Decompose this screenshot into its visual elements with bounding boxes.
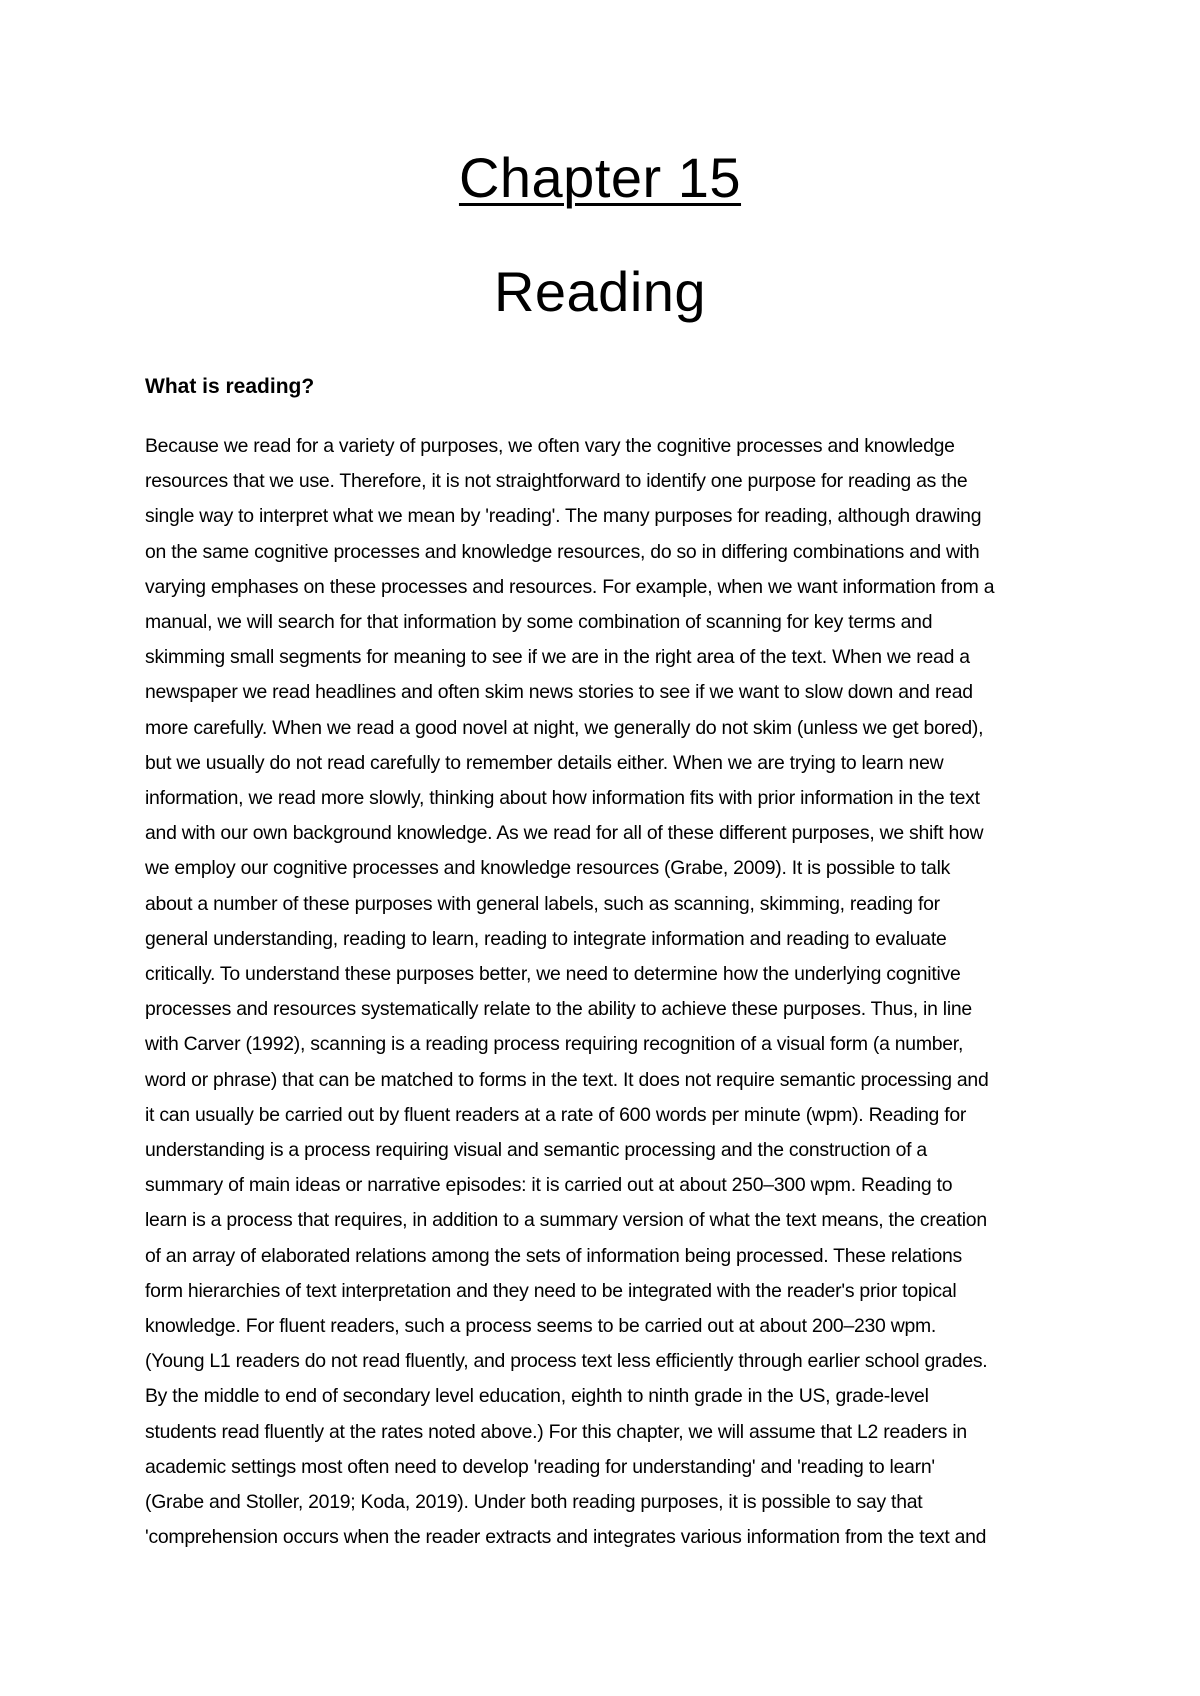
paragraph-line: critically. To understand these purposes better, we need to determine how the underlying cognitive <box>145 963 961 986</box>
paragraph-line: we employ our cognitive processes and knowledge resources (Grabe, 2009). It is possible to talk <box>145 857 951 880</box>
paragraph-line: skimming small segments for meaning to see if we are in the right area of the text. When we read a <box>145 646 970 669</box>
paragraph-line: resources that we use. Therefore, it is not straightforward to identify one purpose for reading as the <box>145 470 968 493</box>
paragraph-line: more carefully. When we read a good novel at night, we generally do not skim (unless we get bored), <box>145 716 984 739</box>
paragraph-line: (Grabe and Stoller, 2019; Koda, 2019). Under both reading purposes, it is possible to say that <box>145 1491 923 1514</box>
section-heading: What is reading? <box>145 375 315 398</box>
paragraph-line: but we usually do not read carefully to remember details either. When we are trying to learn new <box>145 751 944 774</box>
paragraph-line: academic settings most often need to develop 'reading for understanding' and 'reading to learn' <box>145 1455 935 1478</box>
paragraph-line: (Young L1 readers do not read fluently, and process text less efficiently through earlier school grades. <box>145 1350 988 1373</box>
paragraph-line: form hierarchies of text interpretation and they need to be integrated with the reader's prior topical <box>145 1279 957 1302</box>
paragraph-line: knowledge. For fluent readers, such a process seems to be carried out at about 200–230 wpm. <box>145 1315 937 1338</box>
paragraph-line: and with our own background knowledge. As we read for all of these different purposes, we shift how <box>145 822 984 845</box>
paragraph-line: of an array of elaborated relations among the sets of information being processed. These relations <box>145 1244 962 1267</box>
paragraph-line: about a number of these purposes with general labels, such as scanning, skimming, reading for <box>145 892 940 915</box>
paragraph-line: single way to interpret what we mean by 'reading'. The many purposes for reading, although drawing <box>145 505 982 528</box>
paragraph-line: varying emphases on these processes and resources. For example, when we want information from a <box>145 575 995 598</box>
paragraph-line: understanding is a process requiring visual and semantic processing and the construction of a <box>145 1139 927 1162</box>
chapter-title: Chapter 15 <box>458 146 742 209</box>
paragraph-line: on the same cognitive processes and knowledge resources, do so in differing combinations and with <box>145 540 980 563</box>
paragraph-line: with Carver (1992), scanning is a reading process requiring recognition of a visual form (a number, <box>145 1033 964 1056</box>
paragraph-line: word or phrase) that can be matched to forms in the text. It does not require semantic processing and <box>145 1068 989 1091</box>
paragraph-line: By the middle to end of secondary level education, eighth to ninth grade in the US, grade-level <box>145 1385 929 1408</box>
paragraph-line: Because we read for a variety of purposes, we often vary the cognitive processes and knowledge <box>145 435 955 457</box>
chapter-subtitle: Reading <box>493 260 707 323</box>
paragraph-line: processes and resources systematically relate to the ability to achieve these purposes. Thus, in line <box>145 998 972 1021</box>
paragraph-line: it can usually be carried out by fluent readers at a rate of 600 words per minute (wpm). Reading for <box>145 1103 967 1126</box>
paragraph-line: newspaper we read headlines and often skim news stories to see if we want to slow down and read <box>145 681 973 704</box>
paragraph-line: information, we read more slowly, thinking about how information fits with prior information in the text <box>145 787 980 810</box>
paragraph-line: summary of main ideas or narrative episodes: it is carried out at about 250–300 wpm. Reading to <box>145 1174 953 1197</box>
paragraph-line: students read fluently at the rates noted above.) For this chapter, we will assume that L2 readers in <box>145 1420 967 1443</box>
paragraph-line: general understanding, reading to learn, reading to integrate information and reading to evaluate <box>145 927 947 950</box>
paragraph-line: 'comprehension occurs when the reader extracts and integrates various information from the text and <box>145 1526 987 1549</box>
body-paragraph <box>145 429 1060 1556</box>
paragraph-line: learn is a process that requires, in addition to a summary version of what the text means, the creation <box>145 1209 987 1232</box>
paragraph-line: manual, we will search for that information by some combination of scanning for key terms and <box>145 611 933 634</box>
